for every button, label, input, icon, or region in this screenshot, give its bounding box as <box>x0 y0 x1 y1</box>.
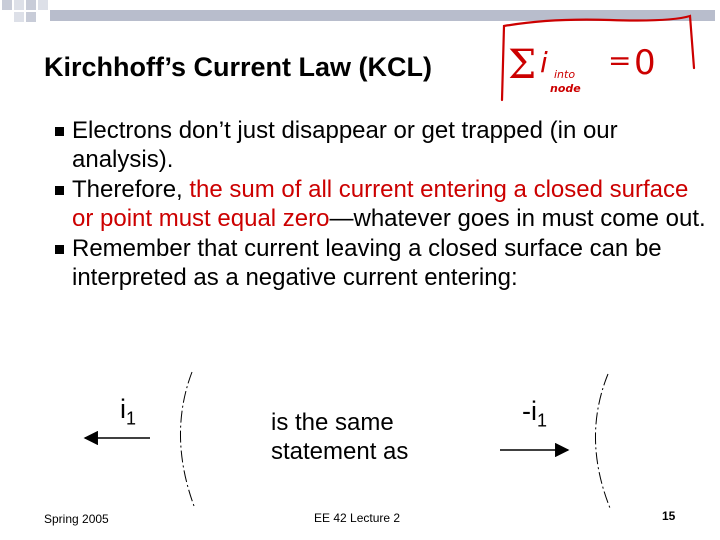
bullet-text-pre: Therefore, <box>72 176 190 203</box>
bullet-square-icon <box>55 127 64 136</box>
bullet-text: Electrons don’t just disappear or get trapped (in our analysis). <box>72 117 618 173</box>
left-current-symbol: i <box>120 394 126 424</box>
left-closed-surface-arc <box>180 372 194 506</box>
bullet-item-2 <box>56 175 706 233</box>
handwritten-kcl-equation <box>490 8 700 108</box>
footer-date: Spring 2005 <box>44 512 109 526</box>
equivalence-line-1: is the same <box>271 409 394 436</box>
bullet-item-1 <box>56 116 706 174</box>
sigma-symbol: Σ <box>508 42 537 88</box>
bullet-square-icon <box>55 186 64 195</box>
bullet-item-3 <box>56 234 706 292</box>
bullet-square-icon <box>55 245 64 254</box>
bullet-list <box>56 116 706 293</box>
right-current-symbol: -i <box>522 396 537 426</box>
handwritten-zero: 0 <box>634 43 656 83</box>
handwritten-term: i <box>540 46 548 79</box>
footer-course: EE 42 Lecture 2 <box>314 511 401 525</box>
bullet-text-post: —whatever goes in must come out. <box>329 205 706 232</box>
left-current-label <box>120 394 136 429</box>
right-closed-surface-arc <box>595 374 610 508</box>
handwritten-sub-bottom: node <box>550 82 581 95</box>
slide-title: Kirchhoff’s Current Law (KCL) <box>44 52 432 82</box>
handwritten-sub-top: into <box>554 68 576 81</box>
right-current-label <box>522 396 547 431</box>
left-current-subscript: 1 <box>126 408 137 429</box>
handwritten-equals: = <box>608 44 632 77</box>
equivalence-statement <box>271 408 408 466</box>
footer-page-number: 15 <box>662 509 676 523</box>
equivalence-line-2: statement as <box>271 438 409 465</box>
bullet-text: Remember that current leaving a closed surface can be interpreted as a negative current entering: <box>72 235 662 291</box>
right-current-subscript: 1 <box>537 410 548 431</box>
bullet-text-highlight: the sum of all current entering a closed surface or point must equal zero <box>72 176 689 232</box>
